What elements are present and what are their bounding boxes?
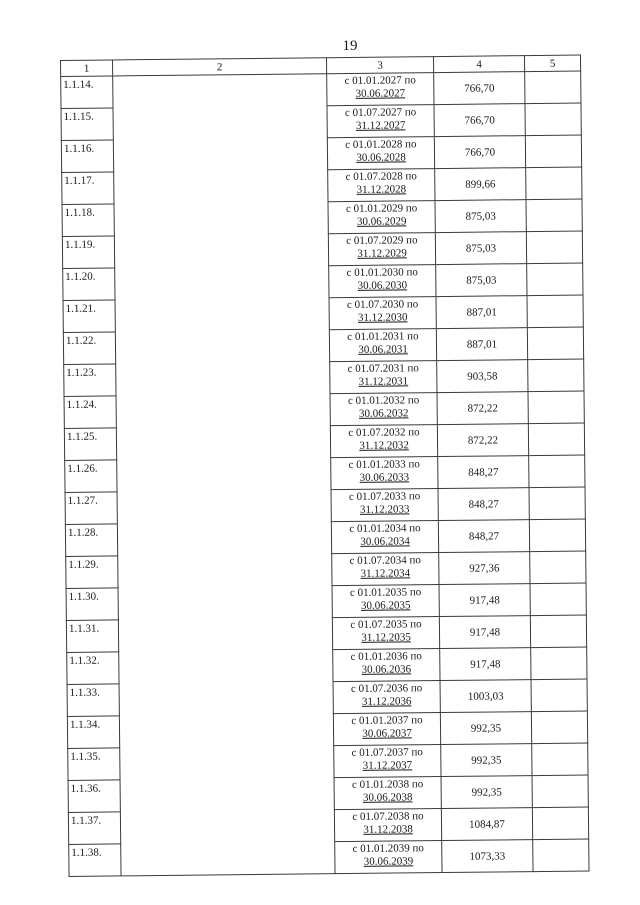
period-end: 30.06.2039	[363, 855, 414, 868]
period-start: с 01.07.2038 по	[352, 810, 424, 823]
period-end: 31.12.2037	[362, 759, 413, 772]
column-5-cell	[526, 231, 582, 264]
period-start: с 01.07.2027 по	[344, 106, 417, 120]
period-start: с 01.07.2035 по	[350, 618, 422, 631]
tariff-value: 766,70	[434, 72, 525, 105]
column-5-cell	[532, 743, 588, 776]
column-5-cell	[531, 647, 587, 680]
period-start: с 01.01.2036 по	[350, 650, 422, 663]
period-cell	[334, 745, 441, 778]
column-5-cell	[533, 839, 589, 872]
column-5-cell	[528, 359, 584, 392]
tariff-value: 848,27	[438, 488, 529, 521]
period-end: 30.06.2027	[355, 87, 406, 100]
column-5-cell	[529, 455, 585, 488]
period-start: с 01.01.2038 по	[351, 778, 424, 791]
period-start: с 01.01.2037 по	[351, 714, 423, 727]
tariff-value: 917,48	[440, 648, 531, 681]
row-number: 1.1.14.	[61, 76, 113, 109]
period-start: с 01.07.2030 по	[346, 298, 419, 312]
period-end: 30.06.2038	[362, 791, 413, 804]
tariff-value: 992,35	[441, 744, 532, 777]
tariff-value: 766,70	[434, 136, 525, 169]
tariff-value: 1073,33	[442, 840, 533, 873]
row-number: 1.1.30.	[66, 588, 118, 621]
row-number: 1.1.17.	[62, 172, 114, 205]
tariff-value: 1003,03	[440, 680, 531, 713]
row-number: 1.1.37.	[68, 812, 120, 845]
period-cell	[331, 521, 438, 554]
period-end: 31.12.2033	[359, 503, 410, 516]
column-5-cell	[528, 423, 584, 456]
period-cell	[330, 361, 437, 394]
row-number: 1.1.24.	[64, 396, 116, 429]
period-end: 31.12.2034	[360, 567, 411, 580]
period-end: 31.12.2038	[363, 823, 413, 836]
period-cell	[327, 73, 434, 106]
description-cell	[113, 74, 335, 876]
row-number: 1.1.23.	[64, 364, 116, 397]
column-header-3: 3	[326, 57, 433, 74]
row-number: 1.1.31.	[66, 620, 118, 653]
period-end: 30.06.2031	[358, 343, 408, 356]
period-end: 31.12.2032	[359, 439, 409, 452]
column-header-5: 5	[524, 55, 580, 72]
period-end: 30.06.2032	[358, 407, 409, 420]
period-cell	[327, 105, 434, 138]
page-number: 19	[342, 38, 358, 54]
period-end: 30.06.2029	[356, 215, 407, 228]
period-end: 31.12.2027	[355, 119, 406, 132]
period-start: с 01.07.2036 по	[350, 682, 423, 695]
column-5-cell	[525, 71, 581, 104]
period-start: с 01.07.2029 по	[346, 234, 418, 248]
period-end: 31.12.2036	[361, 695, 412, 708]
period-start: с 01.01.2034 по	[349, 522, 421, 535]
period-start: с 01.07.2037 по	[351, 746, 423, 759]
row-number: 1.1.38.	[69, 844, 121, 877]
period-end: 30.06.2033	[359, 471, 410, 484]
period-end: 30.06.2028	[356, 151, 406, 164]
row-number: 1.1.36.	[68, 780, 120, 813]
column-5-cell	[529, 519, 585, 552]
row-number: 1.1.22.	[63, 332, 115, 365]
period-start: с 01.01.2033 по	[348, 458, 420, 471]
column-5-cell	[530, 615, 586, 648]
row-number: 1.1.21.	[63, 300, 115, 333]
period-end: 30.06.2037	[362, 727, 412, 740]
period-cell	[329, 329, 436, 362]
column-header-1: 1	[61, 60, 113, 77]
period-start: с 01.01.2032 по	[347, 394, 420, 408]
period-start: с 01.07.2032 по	[348, 426, 420, 440]
tariff-value: 848,27	[438, 456, 529, 489]
tariff-value: 887,01	[436, 296, 527, 329]
period-cell	[332, 553, 439, 586]
column-5-cell	[525, 135, 581, 168]
period-start: с 01.07.2034 по	[349, 554, 421, 567]
row-number: 1.1.15.	[61, 108, 113, 141]
row-number: 1.1.26.	[65, 460, 117, 493]
tariff-value: 766,70	[434, 104, 525, 137]
tariff-table	[60, 55, 590, 877]
column-5-cell	[531, 679, 587, 712]
row-number: 1.1.19.	[62, 236, 114, 269]
tariff-value: 917,48	[439, 584, 530, 617]
period-cell	[330, 425, 437, 458]
period-end: 30.06.2034	[360, 535, 410, 548]
period-cell	[331, 489, 438, 522]
period-start: с 01.01.2027 по	[344, 74, 416, 88]
period-cell	[331, 457, 438, 490]
column-header-4: 4	[433, 56, 524, 73]
period-end: 30.06.2035	[360, 599, 411, 612]
period-cell	[332, 585, 439, 618]
column-5-cell	[532, 775, 588, 808]
tariff-value: 903,58	[437, 360, 528, 393]
period-start: с 01.01.2028 по	[345, 138, 417, 152]
period-cell	[328, 201, 435, 234]
period-cell	[330, 393, 437, 426]
period-start: с 01.01.2031 по	[347, 330, 419, 344]
tariff-value: 992,35	[440, 712, 531, 745]
column-5-cell	[527, 295, 583, 328]
column-5-cell	[528, 391, 584, 424]
period-start: с 01.07.2031 по	[347, 362, 419, 376]
period-cell	[334, 809, 441, 842]
row-number: 1.1.33.	[67, 684, 119, 717]
column-5-cell	[525, 103, 581, 136]
tariff-value: 872,22	[437, 424, 528, 457]
period-end: 31.12.2035	[361, 631, 411, 644]
column-5-cell	[530, 551, 586, 584]
row-number: 1.1.18.	[62, 204, 114, 237]
column-5-cell	[526, 167, 582, 200]
row-number: 1.1.35.	[68, 748, 120, 781]
tariff-value: 1084,87	[441, 808, 532, 841]
row-number: 1.1.27.	[65, 492, 117, 525]
column-header-2: 2	[113, 58, 327, 76]
tariff-value: 872,22	[437, 392, 528, 425]
period-cell	[327, 137, 434, 170]
period-cell	[328, 233, 435, 266]
period-cell	[335, 841, 442, 874]
period-start: с 01.07.2033 по	[348, 490, 421, 503]
row-number: 1.1.32.	[67, 652, 119, 685]
column-5-cell	[526, 199, 582, 232]
tariff-value: 917,48	[439, 616, 530, 649]
column-5-cell	[527, 263, 583, 296]
period-cell	[334, 777, 441, 810]
period-start: с 01.01.2039 по	[352, 842, 424, 855]
period-end: 31.12.2029	[357, 247, 407, 260]
period-cell	[328, 169, 435, 202]
period-cell	[329, 297, 436, 330]
column-5-cell	[532, 807, 588, 840]
tariff-value: 875,03	[435, 200, 526, 233]
row-number: 1.1.34.	[67, 716, 119, 749]
tariff-value: 875,03	[436, 264, 527, 297]
period-cell	[329, 265, 436, 298]
column-5-cell	[527, 327, 583, 360]
column-5-cell	[530, 583, 586, 616]
period-cell	[333, 681, 440, 714]
tariff-value: 887,01	[436, 328, 527, 361]
tariff-value: 848,27	[438, 520, 529, 553]
period-end: 30.06.2036	[361, 663, 412, 676]
row-number: 1.1.28.	[65, 524, 117, 557]
row-number: 1.1.29.	[66, 556, 118, 589]
period-cell	[333, 713, 440, 746]
table-body	[61, 71, 589, 876]
period-end: 31.12.2030	[357, 311, 408, 324]
tariff-value: 899,66	[435, 168, 526, 201]
period-start: с 01.07.2028 по	[345, 170, 417, 184]
tariff-value: 992,35	[441, 776, 532, 809]
tariff-value: 875,03	[435, 232, 526, 265]
period-cell	[333, 649, 440, 682]
period-start: с 01.01.2029 по	[345, 202, 418, 216]
column-5-cell	[529, 487, 585, 520]
tariff-value: 927,36	[439, 552, 530, 585]
row-number: 1.1.16.	[61, 140, 113, 173]
period-cell	[332, 617, 439, 650]
period-end: 30.06.2030	[357, 279, 408, 292]
column-5-cell	[531, 711, 587, 744]
row-number: 1.1.20.	[63, 268, 115, 301]
period-start: с 01.01.2030 по	[346, 266, 418, 280]
period-end: 31.12.2031	[358, 375, 409, 388]
period-start: с 01.01.2035 по	[349, 586, 422, 599]
row-number: 1.1.25.	[64, 428, 116, 461]
period-end: 31.12.2028	[356, 183, 407, 196]
